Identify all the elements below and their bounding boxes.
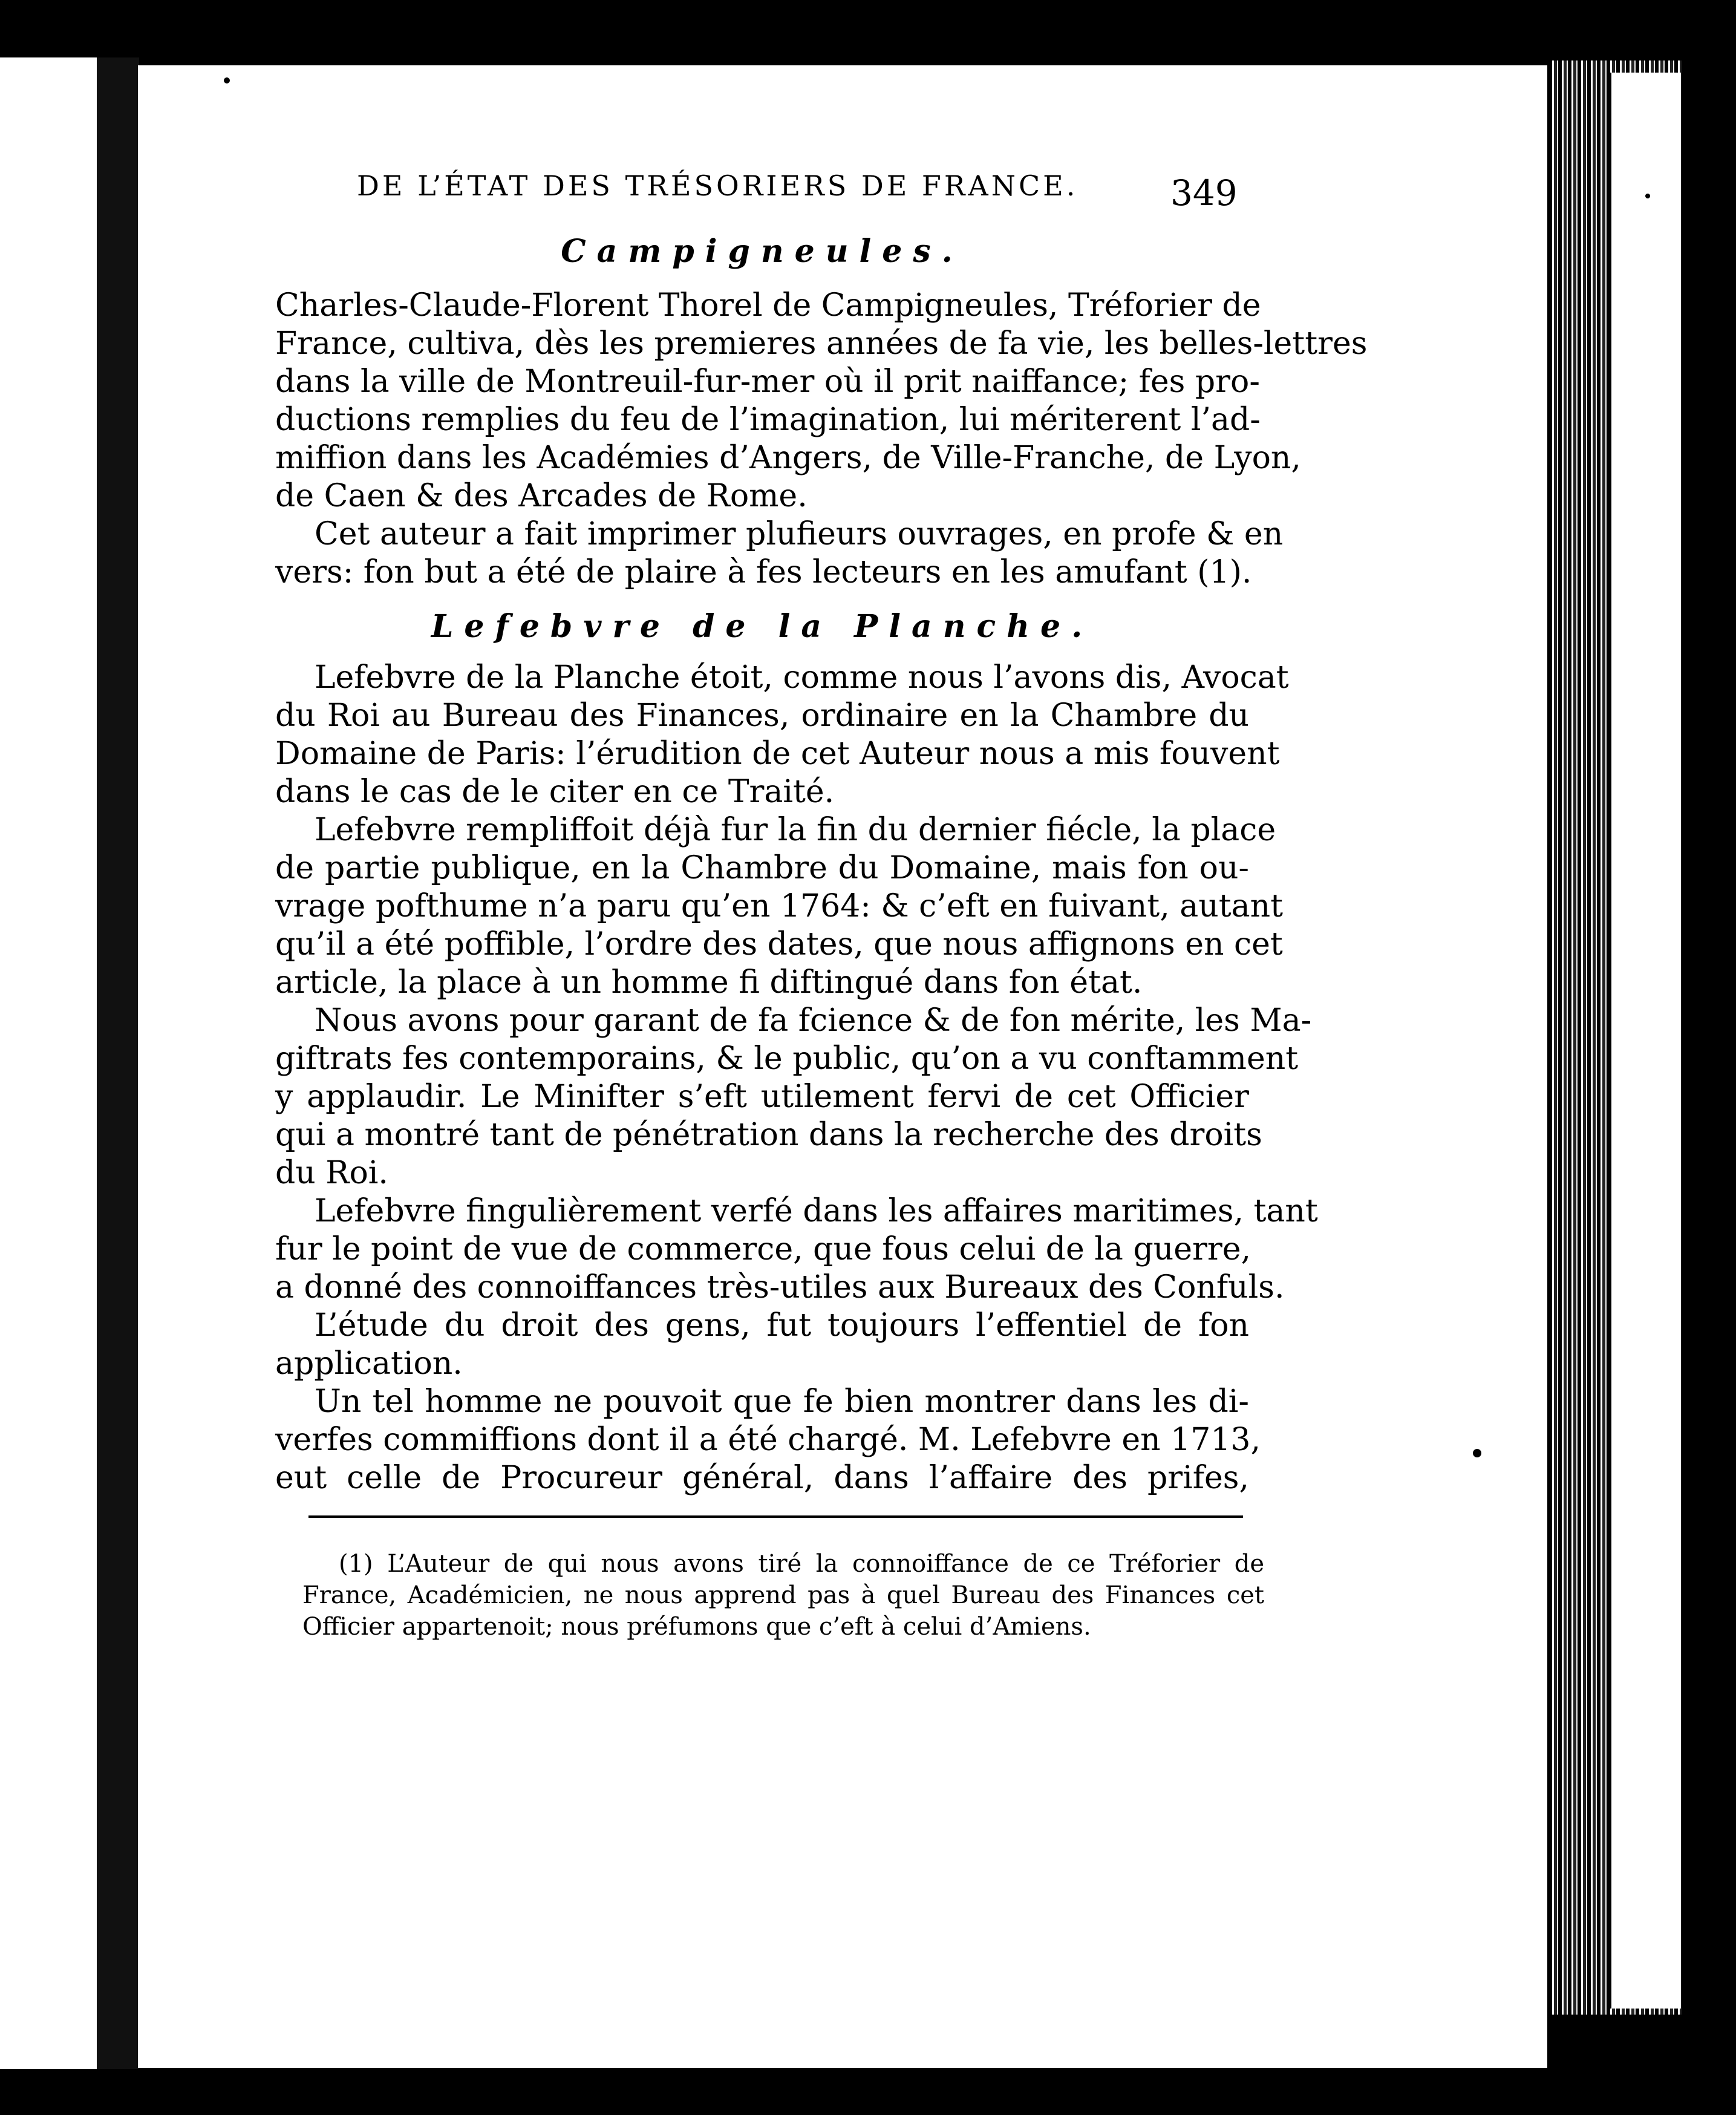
book-gutter <box>97 57 139 2069</box>
text-line: vers: fon but a été de plaire à fes lecteurs en les amufant (1). <box>275 554 1252 590</box>
text-line: France, cultiva, dès les premieres années de fa vie, les belles-lettres <box>275 325 1368 362</box>
speck-mark <box>1645 194 1650 198</box>
speck-mark <box>224 77 230 83</box>
text-line: vrage pofthume n’a paru qu’en 1764: & c’eft en fuivant, autant <box>275 888 1284 924</box>
footnote-line: Officier appartenoit; nous préfumons que c’eft à celui d’Amiens. <box>302 1613 1091 1641</box>
text-line: qu’il a été poffible, l’ordre des dates, que nous affignons en cet <box>275 926 1283 963</box>
text-line: a donné des connoiffances très-utiles aux Bureaux des Confuls. <box>275 1269 1285 1306</box>
text-line: dans le cas de le citer en ce Traité. <box>275 774 835 810</box>
text-line: de partie publique, en la Chambre du Domaine, mais fon ou- <box>275 850 1249 886</box>
footnote-line: France, Académicien, ne nous apprend pas à quel Bureau des Finances cet <box>302 1581 1264 1609</box>
text-line: Un tel homme ne pouvoit que fe bien montrer dans les di- <box>315 1384 1249 1420</box>
text-line: de Caen & des Arcades de Rome. <box>275 478 808 514</box>
speck-mark <box>1473 1449 1481 1457</box>
footnote-line: (1) L’Auteur de qui nous avons tiré la connoiffance de ce Tréforier de <box>339 1550 1264 1578</box>
text-line: verfes commiffions dont il a été chargé. M. Lefebvre en 1713, <box>275 1422 1261 1458</box>
text-line: Domaine de Paris: l’érudition de cet Auteur nous a mis fouvent <box>275 736 1280 772</box>
text-line: Charles-Claude-Florent Thorel de Campigneules, Tréforier de <box>275 287 1261 324</box>
footnote-rule <box>308 1515 1243 1518</box>
text-line: du Roi. <box>275 1155 388 1191</box>
text-line: dans la ville de Montreuil-fur-mer où il prit naiffance; fes pro- <box>275 364 1260 400</box>
text-line: Lefebvre de la Planche étoit, comme nous l’avons dis, Avocat <box>315 659 1289 696</box>
text-line: Lefebvre fingulièrement verfé dans les affaires maritimes, tant <box>315 1193 1318 1229</box>
text-line: ductions remplies du feu de l’imagination, lui mériterent l’ad- <box>275 402 1261 438</box>
text-line: y applaudir. Le Minifter s’eft utilement fervi de cet Officier <box>275 1079 1249 1115</box>
text-line: Nous avons pour garant de fa fcience & de fon mérite, les Ma- <box>315 1002 1312 1039</box>
text-line: Cet auteur a fait imprimer plufieurs ouvrages, en profe & en <box>315 516 1284 552</box>
text-line: eut celle de Procureur général, dans l’affaire des prifes, <box>275 1460 1249 1496</box>
text-line: article, la place à un homme fi diftingué dans fon état. <box>275 964 1143 1001</box>
text-line: giftrats fes contemporains, & le public, qu’on a vu conftamment <box>275 1041 1299 1077</box>
text-line: Lefebvre rempliffoit déjà fur la fin du dernier fiécle, la place <box>315 812 1276 848</box>
page-number: 349 <box>1170 172 1238 214</box>
text-line: miffion dans les Académies d’Angers, de Ville-Franche, de Lyon, <box>275 440 1301 476</box>
section-title: Lefebvre de la Planche. <box>431 608 1094 645</box>
text-line: L’étude du droit des gens, fut toujours l’effentiel de fon <box>315 1307 1249 1344</box>
text-line: qui a montré tant de pénétration dans la recherche des droits <box>275 1117 1262 1153</box>
text-line: fur le point de vue de commerce, que fous celui de la guerre, <box>275 1231 1251 1267</box>
text-line: application. <box>275 1345 463 1382</box>
text-line: du Roi au Bureau des Finances, ordinaire en la Chambre du <box>275 698 1249 734</box>
section-title: Campigneules. <box>561 233 964 270</box>
page-edge-margin <box>1609 73 1681 2009</box>
running-head: DE L’ÉTAT DES TRÉSORIERS DE FRANCE. <box>357 169 1078 202</box>
